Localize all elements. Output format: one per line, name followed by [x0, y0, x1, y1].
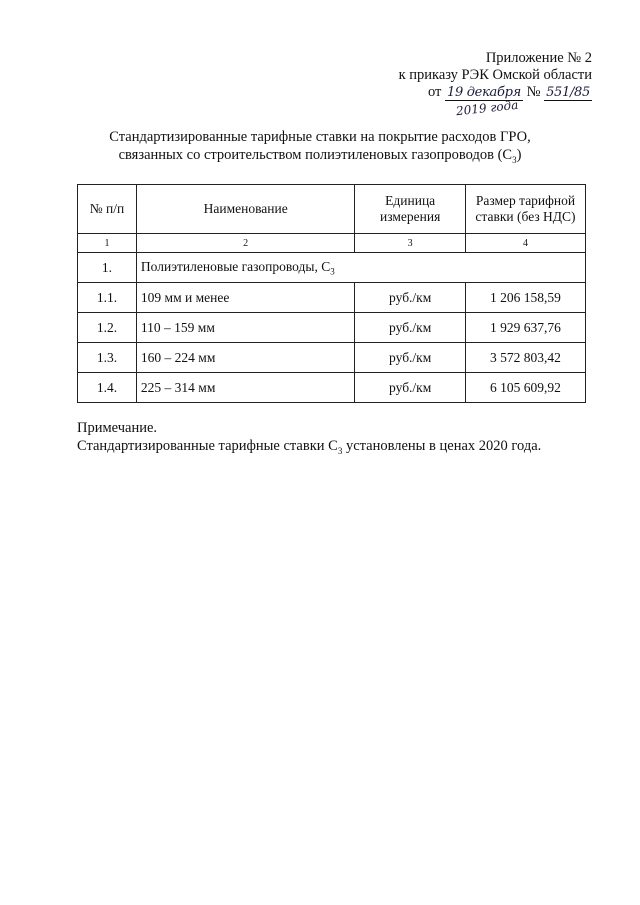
row-name: 225 – 314 мм: [136, 373, 355, 403]
table-row: [78, 283, 586, 313]
header-num: № п/п: [78, 185, 137, 234]
row-unit: руб./км: [355, 313, 466, 343]
header-name: Наименование: [136, 185, 355, 234]
note-heading: Примечание.: [77, 420, 158, 436]
table-row: [78, 373, 586, 403]
table-row: [78, 343, 586, 373]
row-rate: 1 929 637,76: [465, 313, 585, 343]
row-rate: 6 105 609,92: [465, 373, 585, 403]
row-num: 1.3.: [78, 343, 137, 373]
group-num: 1.: [78, 253, 137, 283]
header-rate: Размер тарифной ставки (без НДС): [465, 185, 585, 234]
table-header-row: [78, 185, 586, 234]
column-number: 3: [355, 234, 466, 253]
appendix-header: [398, 50, 592, 119]
row-unit: руб./км: [355, 283, 466, 313]
row-rate: 3 572 803,42: [465, 343, 585, 373]
note-block: [77, 419, 541, 460]
header-unit: Единица измерения: [355, 185, 466, 234]
note-text: Стандартизированные тарифные ставки $С_3$ установлены в ценах 2020 года.: [77, 438, 542, 456]
row-rate: 1 206 158,59: [465, 283, 585, 313]
row-unit: руб./км: [355, 343, 466, 373]
row-num: 1.2.: [78, 313, 137, 343]
from-label: от: [427, 84, 442, 100]
group-row: [78, 253, 586, 283]
order-date-number: [427, 84, 592, 119]
row-name: 110 – 159 мм: [136, 313, 355, 343]
handwritten-year: 2019 года: [455, 97, 519, 119]
document-title: [0, 128, 640, 169]
tariff-table: [77, 184, 586, 403]
column-number: 4: [465, 234, 585, 253]
number-label: №: [526, 84, 541, 100]
row-num: 1.4.: [78, 373, 137, 403]
column-number-row: [78, 234, 586, 253]
appendix-number: Приложение № 2: [485, 50, 592, 66]
handwritten-order-number: 551/85: [546, 85, 590, 100]
row-name: 160 – 224 мм: [136, 343, 355, 373]
row-unit: руб./км: [355, 373, 466, 403]
title-line-2: связанных со строительством полиэтиленовых газопроводов $(С_3)$: [118, 147, 522, 165]
row-name: 109 мм и менее: [136, 283, 355, 313]
order-reference: к приказу РЭК Омской области: [398, 67, 592, 83]
row-num: 1.1.: [78, 283, 137, 313]
title-line-1: Стандартизированные тарифные ставки на покрытие расходов ГРО,: [109, 129, 531, 145]
group-name: Полиэтиленовые газопроводы, $С_3$: [136, 253, 585, 283]
column-number: 1: [78, 234, 137, 253]
handwritten-date: 19 декабря: [446, 85, 521, 100]
column-number: 2: [136, 234, 355, 253]
table-row: [78, 313, 586, 343]
